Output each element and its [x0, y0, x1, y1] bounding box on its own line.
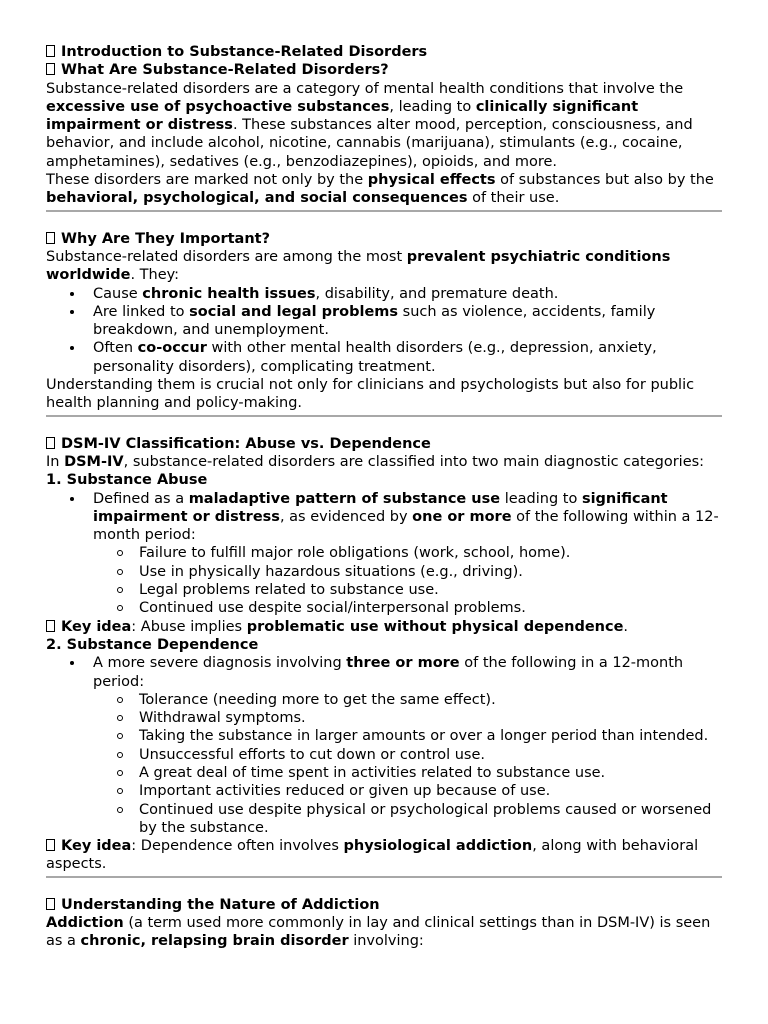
intro-paragraph-2: These disorders are marked not only by the physical effects of substances but also by the behavioral, psychological, and social consequences of their use.	[46, 172, 714, 207]
list-item: Use in physically hazardous situations (e.g., driving).	[93, 563, 722, 581]
list-item: Unsuccessful efforts to cut down or control use.	[93, 746, 722, 764]
list-item: Often co-occur with other mental health disorders (e.g., depression, anxiety, personality disorders), complicating treatment.	[46, 339, 722, 376]
emoji-icon	[46, 620, 55, 632]
list-item: Important activities reduced or given up because of use.	[93, 782, 722, 800]
abuse-list	[46, 490, 722, 618]
section-divider	[46, 415, 722, 417]
list-item: Failure to fulfill major role obligations (work, school, home).	[93, 544, 722, 562]
intro-paragraph-1: Substance-related disorders are a category of mental health conditions that involve the excessive use of psychoactive substances, leading to clinically significant impairment or distress. These substances alter mood, perception, consciousness, and behavior, and include alcohol, nicotine, cannabis (marijuana), stimulants (e.g., cocaine, amphetamines), sedatives (e.g., benzodiazepines), opioids, and more.	[46, 80, 693, 170]
list-item: Defined as a maladaptive pattern of substance use leading to significant impairment or distress, as evidenced by one or more of the following within a 12-month period: Failure to fulfill major role obligations (work, school, home). Use in physically hazardous situations (e.g., driving). Legal problems related to substance use. Continued use despite social/interpersonal problems.	[46, 490, 722, 618]
dependence-key-idea: Key idea: Dependence often involves physiological addiction, along with behavioral aspects.	[46, 838, 699, 873]
addiction-paragraph-1: Addiction (a term used more commonly in lay and clinical settings than in DSM-IV) is seen as a chronic, relapsing brain disorder involving:	[46, 915, 711, 950]
list-item: Taking the substance in larger amounts or over a longer period than intended.	[93, 727, 722, 745]
list-item: Legal problems related to substance use.	[93, 581, 722, 599]
why-list	[46, 285, 722, 376]
dsm-intro: In DSM-IV, substance-related disorders are classified into two main diagnostic categories:	[46, 453, 705, 470]
why-heading: Why Are They Important?	[46, 230, 722, 248]
emoji-icon	[46, 232, 55, 244]
document-page	[46, 43, 722, 951]
abuse-title: 1. Substance Abuse	[46, 472, 208, 489]
section-divider	[46, 210, 722, 212]
list-item: Tolerance (needing more to get the same effect).	[93, 691, 722, 709]
list-item: Cause chronic health issues, disability, and premature death.	[46, 285, 722, 303]
emoji-icon	[46, 898, 55, 910]
emoji-icon	[46, 839, 55, 851]
abuse-criteria-list	[93, 544, 722, 617]
section-divider	[46, 876, 722, 878]
why-paragraph-2: Understanding them is crucial not only for clinicians and psychologists but also for public health planning and policy-making.	[46, 377, 695, 412]
list-item: Continued use despite physical or psychological problems caused or worsened by the substance.	[93, 801, 722, 838]
dependence-criteria-list	[93, 691, 722, 837]
emoji-icon	[46, 45, 55, 57]
emoji-icon	[46, 437, 55, 449]
abuse-key-idea: Key idea: Abuse implies problematic use without physical dependence.	[46, 618, 722, 636]
dsm-heading: DSM-IV Classification: Abuse vs. Dependence	[46, 435, 722, 453]
dependence-list	[46, 654, 722, 837]
addiction-heading: Understanding the Nature of Addiction	[46, 896, 722, 914]
list-item: Continued use despite social/interpersonal problems.	[93, 599, 722, 617]
why-paragraph-1: Substance-related disorders are among the most prevalent psychiatric conditions worldwide. They:	[46, 248, 671, 284]
intro-title: Introduction to Substance-Related Disorders	[46, 43, 722, 61]
list-item: Withdrawal symptoms.	[93, 709, 722, 727]
what-heading: What Are Substance-Related Disorders?	[46, 61, 722, 79]
dependence-title: 2. Substance Dependence	[46, 636, 259, 653]
list-item: A more severe diagnosis involving three or more of the following in a 12-month period: Tolerance (needing more to get the same effect). Withdrawal symptoms. Taking the substance in larger amounts or over a longer period than intended. Unsuccessful efforts to cut down or control use. A great deal of time spent in activities related to substance use. Important activities reduced or given up because of use. Continued use despite physical or psychological problems caused or worsened by the substance.	[46, 654, 722, 837]
emoji-icon	[46, 63, 55, 75]
list-item: A great deal of time spent in activities related to substance use.	[93, 764, 722, 782]
list-item: Are linked to social and legal problems such as violence, accidents, family breakdown, and unemployment.	[46, 303, 722, 340]
